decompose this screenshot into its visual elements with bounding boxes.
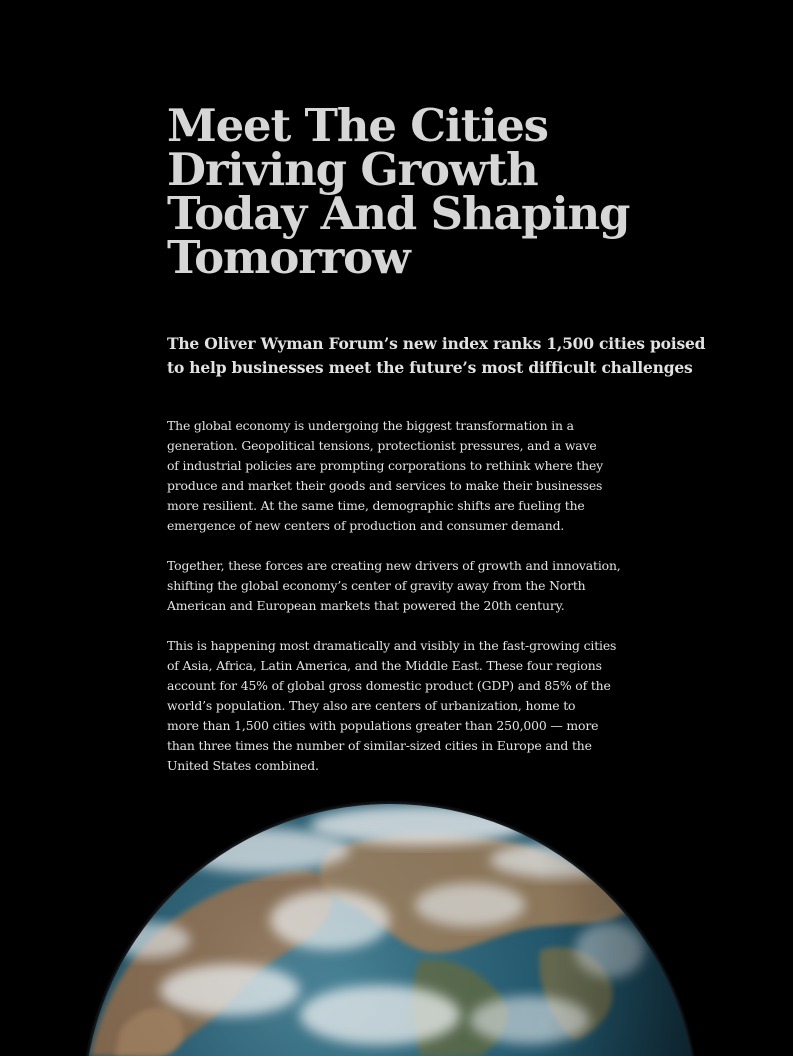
headline-line: Driving Growth bbox=[167, 143, 538, 196]
paragraph-line: than three times the number of similar-sized cities in Europe and the bbox=[167, 738, 592, 753]
paragraph-line: of industrial policies are prompting corporations to rethink where they bbox=[167, 458, 604, 473]
body-paragraph bbox=[167, 556, 637, 616]
paragraph-line: more resilient. At the same time, demographic shifts are fueling the bbox=[167, 498, 585, 513]
globe-illustration bbox=[0, 790, 793, 1056]
paragraph-line: emergence of new centers of production and consumer demand. bbox=[167, 518, 565, 533]
paragraph-line: United States combined. bbox=[167, 758, 319, 773]
article-content bbox=[167, 99, 706, 796]
paragraph-line: Together, these forces are creating new drivers of growth and innovation, bbox=[167, 558, 621, 573]
headline-line: Meet The Cities bbox=[167, 99, 548, 152]
body-paragraph bbox=[167, 636, 637, 776]
paragraph-line: account for 45% of global gross domestic product (GDP) and 85% of the bbox=[167, 678, 611, 693]
paragraph-line: more than 1,500 cities with populations greater than 250,000 — more bbox=[167, 718, 599, 733]
paragraph-line: The global economy is undergoing the biggest transformation in a bbox=[167, 418, 574, 433]
body-paragraph bbox=[167, 416, 637, 536]
paragraph-line: shifting the global economy’s center of gravity away from the North bbox=[167, 578, 586, 593]
subhead-line: to help businesses meet the future’s most difficult challenges bbox=[167, 358, 693, 377]
earth-globe-image bbox=[0, 790, 793, 1056]
headline-line: Today And Shaping bbox=[167, 187, 630, 240]
paragraph-line: produce and market their goods and services to make their businesses bbox=[167, 478, 603, 493]
paragraph-line: of Asia, Africa, Latin America, and the Middle East. These four regions bbox=[167, 658, 602, 673]
subhead-line: The Oliver Wyman Forum’s new index ranks 1,500 cities poised bbox=[167, 334, 706, 353]
paragraph-line: This is happening most dramatically and visibly in the fast-growing cities bbox=[167, 638, 617, 653]
article-headline bbox=[167, 99, 667, 284]
article-subheadline bbox=[167, 332, 706, 380]
paragraph-line: American and European markets that powered the 20th century. bbox=[167, 598, 565, 613]
article-body bbox=[167, 416, 637, 776]
paragraph-line: generation. Geopolitical tensions, protectionist pressures, and a wave bbox=[167, 438, 597, 453]
headline-line: Tomorrow bbox=[167, 231, 410, 284]
paragraph-line: world’s population. They also are centers of urbanization, home to bbox=[167, 698, 576, 713]
